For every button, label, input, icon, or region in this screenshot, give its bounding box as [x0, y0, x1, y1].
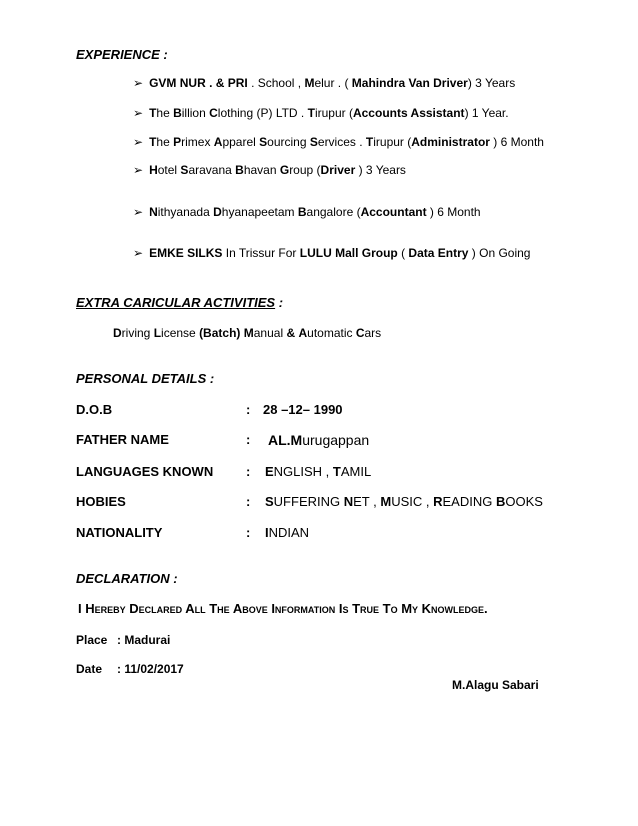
text-segment: I [265, 525, 269, 540]
text-segment: G [279, 163, 290, 177]
text-segment: LULU Mall Group [299, 246, 398, 260]
text-segment: ) 3 Years [467, 76, 516, 90]
detail-value [263, 402, 343, 417]
arrow-bullet-icon: ➢ [133, 135, 144, 149]
text-segment: A [213, 135, 223, 149]
experience-item [133, 106, 509, 120]
extra-activity-line [113, 326, 381, 340]
text-segment: otel [157, 163, 181, 177]
detail-colon: : [246, 525, 251, 540]
text-segment: ET , [353, 494, 381, 509]
text-segment: elur . ( [314, 76, 352, 90]
text-segment: riving [121, 326, 154, 340]
text-segment: he [156, 135, 174, 149]
text-segment: anual [253, 326, 287, 340]
detail-value [268, 432, 369, 448]
text-segment: In Trissur For [222, 246, 300, 260]
text-segment: ars [364, 326, 382, 340]
text-segment: Administrator [411, 135, 490, 149]
experience-item [133, 163, 406, 177]
experience-item [133, 205, 481, 219]
text-segment: . School , [247, 76, 305, 90]
detail-colon: : [246, 432, 251, 447]
text-segment: icense [161, 326, 200, 340]
text-segment: L [153, 326, 162, 340]
arrow-bullet-icon: ➢ [133, 246, 144, 260]
text-segment: angalore ( [306, 205, 361, 219]
detail-colon: : [246, 402, 251, 417]
text-segment: Mahindra Van Driver [351, 76, 468, 90]
text-segment: utomatic [307, 326, 356, 340]
text-segment: urugappan [302, 432, 370, 448]
detail-value [265, 494, 543, 509]
text-segment: ) 3 Years [355, 163, 406, 177]
experience-heading: EXPERIENCE : [76, 47, 168, 62]
text-segment: S [259, 135, 268, 149]
text-segment: ervices . [317, 135, 366, 149]
experience-item [133, 246, 530, 260]
detail-label: LANGUAGES KNOWN [76, 464, 214, 479]
text-segment: T [149, 106, 157, 120]
text-segment: GVM NUR . & PRI [149, 76, 248, 90]
text-segment: A [298, 326, 308, 340]
text-segment: havan [243, 163, 280, 177]
text-segment: E [265, 464, 274, 479]
text-segment: B [235, 163, 244, 177]
text-segment: N [149, 205, 158, 219]
text-segment: OOKS [505, 494, 543, 509]
text-segment: he [156, 106, 174, 120]
arrow-bullet-icon: ➢ [133, 163, 144, 177]
text-segment: aravana [188, 163, 236, 177]
place-label: Place [76, 633, 108, 647]
text-segment: R [433, 494, 443, 509]
text-segment: Driver [320, 163, 356, 177]
text-segment: C [209, 106, 218, 120]
extra-heading [76, 295, 283, 310]
text-segment: M [380, 494, 392, 509]
text-segment: ithyanada [157, 205, 214, 219]
text-segment: (Batch) [199, 326, 241, 340]
text-segment: rimex [181, 135, 214, 149]
extra-heading-text: EXTRA CARICULAR ACTIVITIES [76, 295, 276, 310]
text-segment: NDIAN [268, 525, 310, 540]
text-segment: illion [181, 106, 210, 120]
signature-name: M.Alagu Sabari [452, 678, 539, 692]
detail-label: FATHER NAME [76, 432, 169, 447]
experience-item [133, 135, 544, 149]
experience-item [133, 76, 515, 90]
detail-label: D.O.B [76, 402, 113, 417]
text-segment: USIC , [391, 494, 434, 509]
personal-heading: PERSONAL DETAILS : [76, 371, 215, 386]
text-segment: roup ( [289, 163, 321, 177]
text-segment: T [149, 135, 157, 149]
arrow-bullet-icon: ➢ [133, 205, 144, 219]
text-segment: ourcing [267, 135, 310, 149]
text-segment: hyanapeetam [221, 205, 298, 219]
text-segment: S [265, 494, 274, 509]
text-segment: NGLISH , [273, 464, 333, 479]
text-segment: ( [397, 246, 409, 260]
date-value: : 11/02/2017 [117, 662, 184, 676]
text-segment: EMKE SILKS [149, 246, 223, 260]
detail-colon: : [246, 494, 251, 509]
text-segment: H [149, 163, 158, 177]
text-segment: UFFERING [273, 494, 344, 509]
text-segment: M [304, 76, 315, 90]
declaration-statement: I Hereby Declared All The Above Information Is True To My Knowledge. [78, 601, 488, 616]
text-segment: ) 1 Year. [464, 106, 509, 120]
detail-label: NATIONALITY [76, 525, 163, 540]
extra-heading-suffix: : [275, 295, 284, 310]
text-segment: EADING [442, 494, 496, 509]
text-segment: S [309, 135, 318, 149]
text-segment: lothing (P) LTD . [217, 106, 308, 120]
text-segment: T [365, 135, 374, 149]
detail-value [265, 464, 371, 479]
text-segment: D [113, 326, 122, 340]
text-segment: P [173, 135, 182, 149]
text-segment: Accounts Assistant [352, 106, 465, 120]
text-segment: D [213, 205, 222, 219]
text-segment: pparel [222, 135, 260, 149]
text-segment: & [286, 326, 296, 340]
text-segment: ) 6 Month [426, 205, 481, 219]
text-segment: S [180, 163, 189, 177]
text-segment: Accountant [360, 205, 427, 219]
text-segment: B [495, 494, 506, 509]
arrow-bullet-icon: ➢ [133, 106, 144, 120]
detail-value [265, 525, 309, 540]
declaration-heading: DECLARATION : [76, 571, 178, 586]
text-segment: irupur ( [314, 106, 353, 120]
detail-label: HOBIES [76, 494, 126, 509]
text-segment: B [297, 205, 307, 219]
text-segment: ) On Going [468, 246, 531, 260]
date-label: Date [76, 662, 103, 676]
place-value: : Madurai [117, 633, 171, 647]
text-segment: 28 –12– 1990 [263, 402, 343, 417]
text-segment: T [307, 106, 315, 120]
text-segment: B [173, 106, 182, 120]
text-segment: AL.M [268, 432, 303, 448]
text-segment: C [355, 326, 365, 340]
text-segment: irupur ( [373, 135, 412, 149]
text-segment: Data Entry [408, 246, 469, 260]
text-segment: N [343, 494, 354, 509]
text-segment: T [332, 464, 341, 479]
text-segment: M [243, 326, 254, 340]
text-segment: ) 6 Month [489, 135, 544, 149]
detail-colon: : [246, 464, 251, 479]
text-segment: AMIL [340, 464, 372, 479]
arrow-bullet-icon: ➢ [133, 76, 144, 90]
